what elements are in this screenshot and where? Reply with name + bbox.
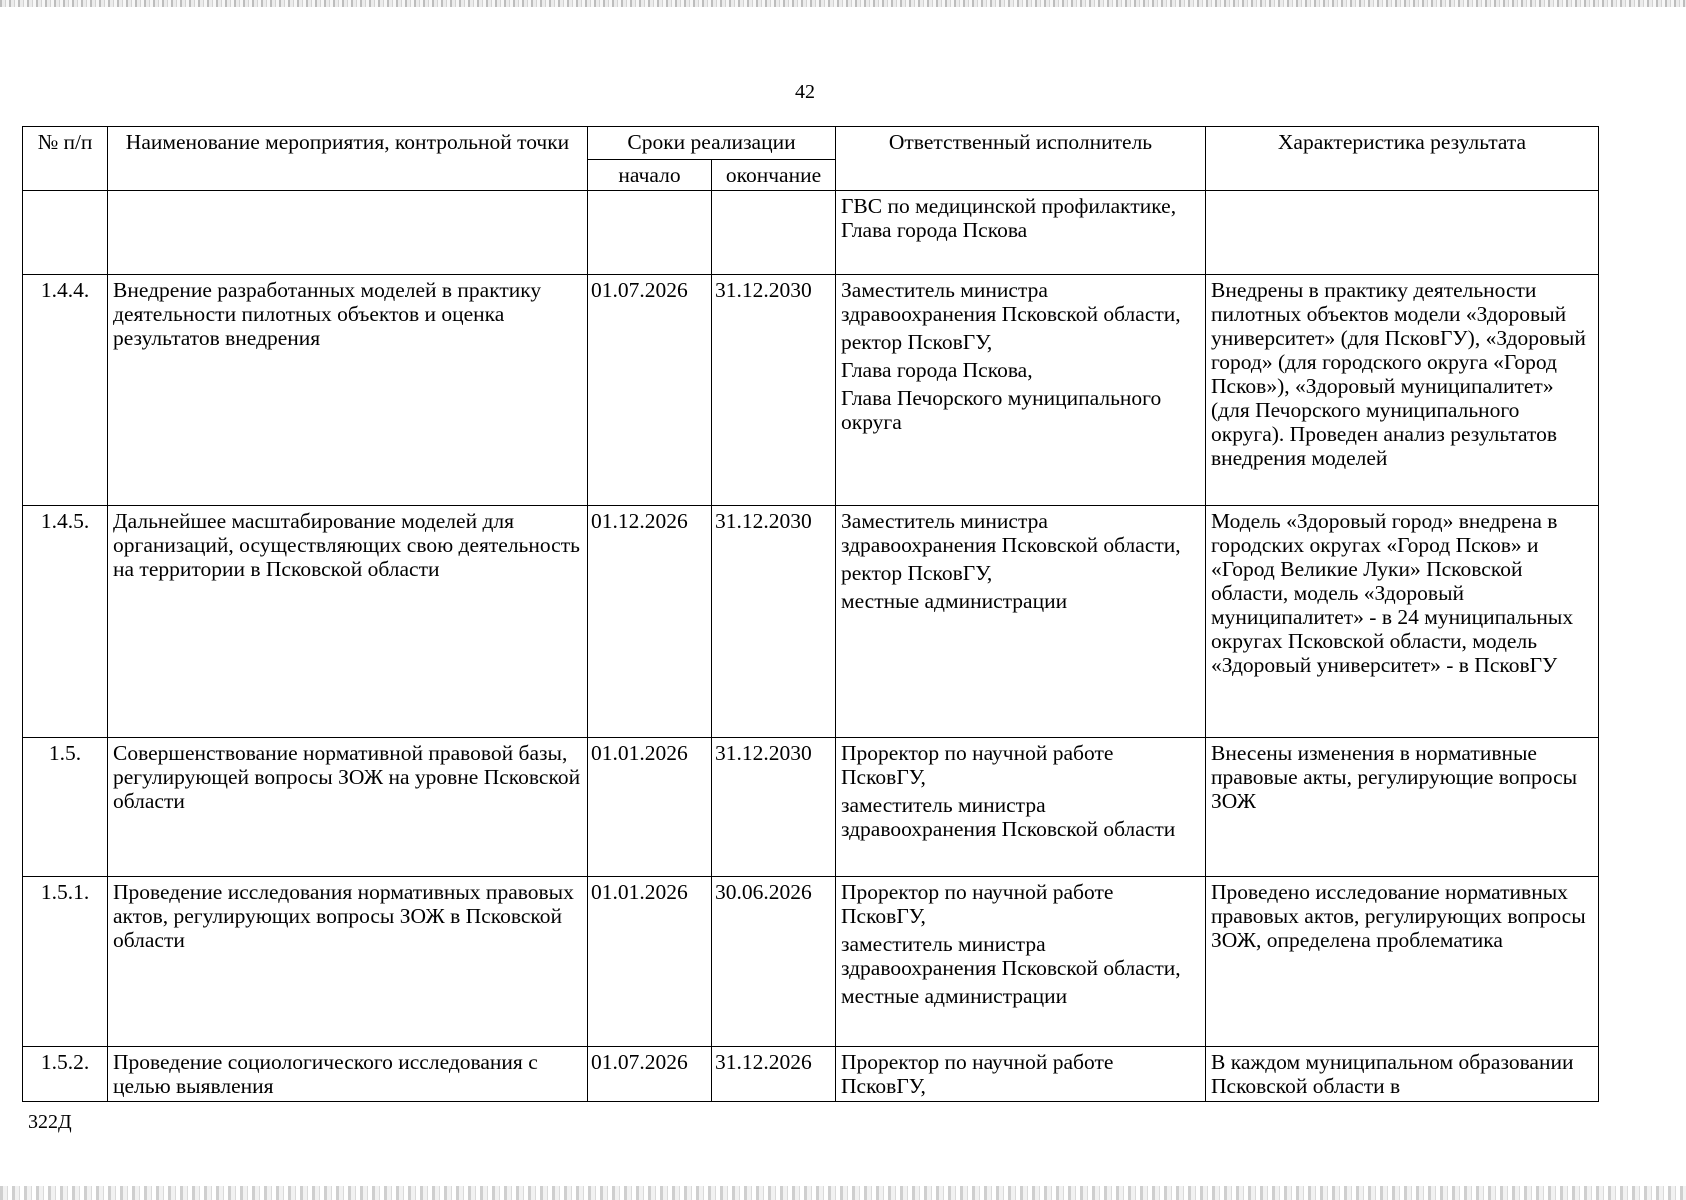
row-number: 1.4.4. bbox=[23, 275, 108, 506]
executor-cell bbox=[836, 877, 1206, 1047]
document-code: 322Д bbox=[28, 1111, 72, 1133]
header-period: Сроки реализации bbox=[588, 127, 836, 160]
start-date bbox=[588, 191, 712, 275]
activity-name: Дальнейшее масштабирование моделей для организаций, осуществляющих свою деятельность на территории в Псковской области bbox=[108, 506, 588, 738]
executor-line: местные администрации bbox=[841, 984, 1068, 1008]
result-description: Внедрены в практику деятельности пилотных объектов модели «Здоровый университет» (для ПсковГУ), «Здоровый город» (для городского округа «Город Псков»), «Здоровый муниципалитет» (для Печорского муниципального округа). Проведен анализ результатов внедрения моделей bbox=[1206, 275, 1599, 506]
executor-cell bbox=[836, 738, 1206, 877]
start-date: 01.01.2026 bbox=[588, 877, 712, 1047]
executor-cell bbox=[836, 191, 1206, 275]
result-description: Внесены изменения в нормативные правовые акты, регулирующие вопросы ЗОЖ bbox=[1206, 738, 1599, 877]
start-date: 01.07.2026 bbox=[588, 275, 712, 506]
activity-plan-table bbox=[22, 126, 1599, 1102]
table-row bbox=[23, 877, 1599, 1047]
result-description: Проведено исследование нормативных правовых актов, регулирующих вопросы ЗОЖ, определена проблематика bbox=[1206, 877, 1599, 1047]
header-end: окончание bbox=[712, 160, 836, 191]
header-start: начало bbox=[588, 160, 712, 191]
result-description: Модель «Здоровый город» внедрена в городских округах «Город Псков» и «Город Великие Луки» Псковской области, модель «Здоровый муниципалитет» - в 24 муниципальных округах Псковской области, модель «Здоровый университет» - в ПсковГУ bbox=[1206, 506, 1599, 738]
executor-line: Проректор по научной работе ПсковГУ, bbox=[841, 880, 1114, 928]
result-description bbox=[1206, 191, 1599, 275]
executor-line: ГВС по медицинской профилактике, bbox=[841, 194, 1177, 218]
row-number: 1.5.2. bbox=[23, 1047, 108, 1102]
executor-line: Заместитель министра здравоохранения Псковской области, bbox=[841, 278, 1181, 326]
executor-cell bbox=[836, 275, 1206, 506]
header-num: № п/п bbox=[23, 127, 108, 191]
executor-line: заместитель министра здравоохранения Псковской области bbox=[841, 793, 1176, 841]
table-row bbox=[23, 275, 1599, 506]
executor-line: Заместитель министра здравоохранения Псковской области, bbox=[841, 509, 1181, 557]
row-number bbox=[23, 191, 108, 275]
activity-name: Внедрение разработанных моделей в практику деятельности пилотных объектов и оценка результатов внедрения bbox=[108, 275, 588, 506]
page-number: 42 bbox=[795, 81, 815, 103]
end-date bbox=[712, 191, 836, 275]
executor-line: заместитель министра здравоохранения Псковской области, bbox=[841, 932, 1181, 980]
executor-line: местные администрации bbox=[841, 589, 1068, 613]
header-name: Наименование мероприятия, контрольной точки bbox=[108, 127, 588, 191]
executor-cell bbox=[836, 506, 1206, 738]
row-number: 1.4.5. bbox=[23, 506, 108, 738]
executor-line: Глава города Пскова bbox=[841, 218, 1028, 242]
executor-line: Глава города Пскова, bbox=[841, 358, 1033, 382]
header-result: Характеристика результата bbox=[1206, 127, 1599, 191]
table-row bbox=[23, 738, 1599, 877]
executor-line: Проректор по научной работе ПсковГУ, bbox=[841, 1050, 1114, 1098]
table-row bbox=[23, 506, 1599, 738]
activity-name bbox=[108, 191, 588, 275]
executor-line: Проректор по научной работе ПсковГУ, bbox=[841, 741, 1114, 789]
end-date: 31.12.2030 bbox=[712, 738, 836, 877]
row-number: 1.5. bbox=[23, 738, 108, 877]
scan-edge-bottom bbox=[0, 1186, 1686, 1200]
activity-name: Проведение социологического исследования с целью выявления bbox=[108, 1047, 588, 1102]
activity-name: Совершенствование нормативной правовой базы, регулирующей вопросы ЗОЖ на уровне Псковской области bbox=[108, 738, 588, 877]
activity-name: Проведение исследования нормативных правовых актов, регулирующих вопросы ЗОЖ в Псковской области bbox=[108, 877, 588, 1047]
table-body bbox=[23, 191, 1599, 1102]
executor-cell bbox=[836, 1047, 1206, 1102]
end-date: 31.12.2026 bbox=[712, 1047, 836, 1102]
header-executor: Ответственный исполнитель bbox=[836, 127, 1206, 191]
executor-line: ректор ПсковГУ, bbox=[841, 561, 993, 585]
end-date: 31.12.2030 bbox=[712, 506, 836, 738]
end-date: 31.12.2030 bbox=[712, 275, 836, 506]
row-number: 1.5.1. bbox=[23, 877, 108, 1047]
scan-edge-top bbox=[0, 0, 1686, 7]
table-row bbox=[23, 191, 1599, 275]
end-date: 30.06.2026 bbox=[712, 877, 836, 1047]
result-description: В каждом муниципальном образовании Псковской области в bbox=[1206, 1047, 1599, 1102]
start-date: 01.12.2026 bbox=[588, 506, 712, 738]
table-row bbox=[23, 1047, 1599, 1102]
start-date: 01.07.2026 bbox=[588, 1047, 712, 1102]
executor-line: Глава Печорского муниципального округа bbox=[841, 386, 1162, 434]
start-date: 01.01.2026 bbox=[588, 738, 712, 877]
executor-line: ректор ПсковГУ, bbox=[841, 330, 993, 354]
